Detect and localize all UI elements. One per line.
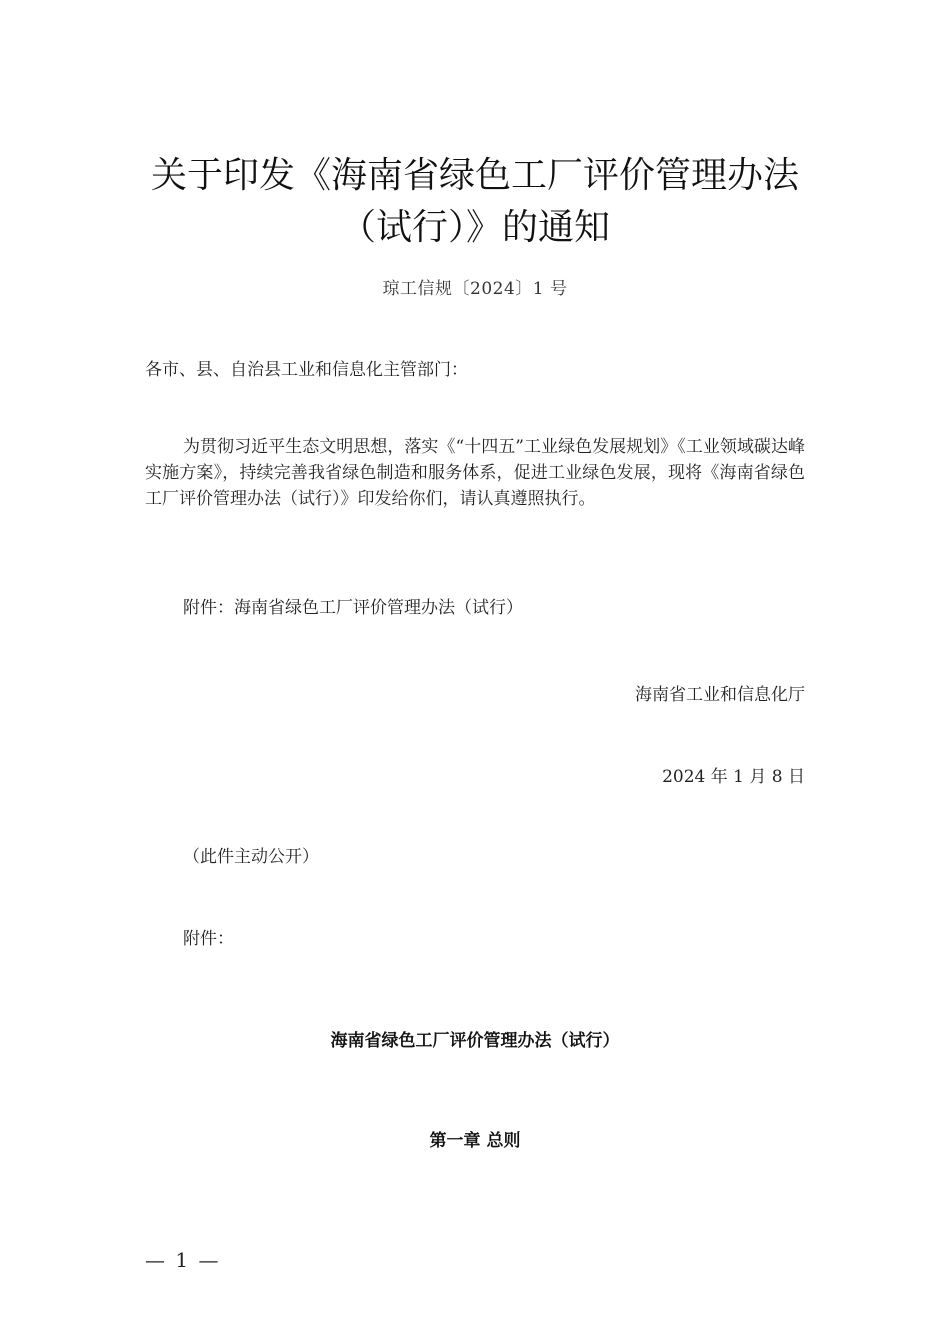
salutation: 各市、县、自治县工业和信息化主管部门： xyxy=(145,360,468,380)
attachment-title: 海南省绿色工厂评价管理办法（试行） xyxy=(330,1031,620,1051)
attachment-label: 附件： xyxy=(183,929,234,949)
document-number: 琼工信规〔2024〕1 号 xyxy=(382,279,568,299)
chapter-title: 第一章 总则 xyxy=(429,1131,521,1151)
document-title-line-1: 关于印发《海南省绿色工厂评价管理办法 xyxy=(150,155,799,196)
public-disclosure-note: （此件主动公开） xyxy=(183,847,319,867)
issuing-organization: 海南省工业和信息化厅 xyxy=(635,685,805,705)
document-title-line-2: （试行）》的通知 xyxy=(339,207,610,248)
body-paragraph: 为贯彻习近平生态文明思想，落实《“十四五”工业绿色发展规划》《工业领域碳达峰实施方案》，持续完善我省绿色制造和服务体系，促进工业绿色发展，现将《海南省绿色工厂评价管理办法（试行）》印发给你们，请认真遵照执行。 xyxy=(145,437,805,509)
page-number: — 1 — xyxy=(145,1248,221,1272)
attachment-reference: 附件：海南省绿色工厂评价管理办法（试行） xyxy=(183,598,523,618)
issue-date: 2024 年 1 月 8 日 xyxy=(662,767,805,787)
